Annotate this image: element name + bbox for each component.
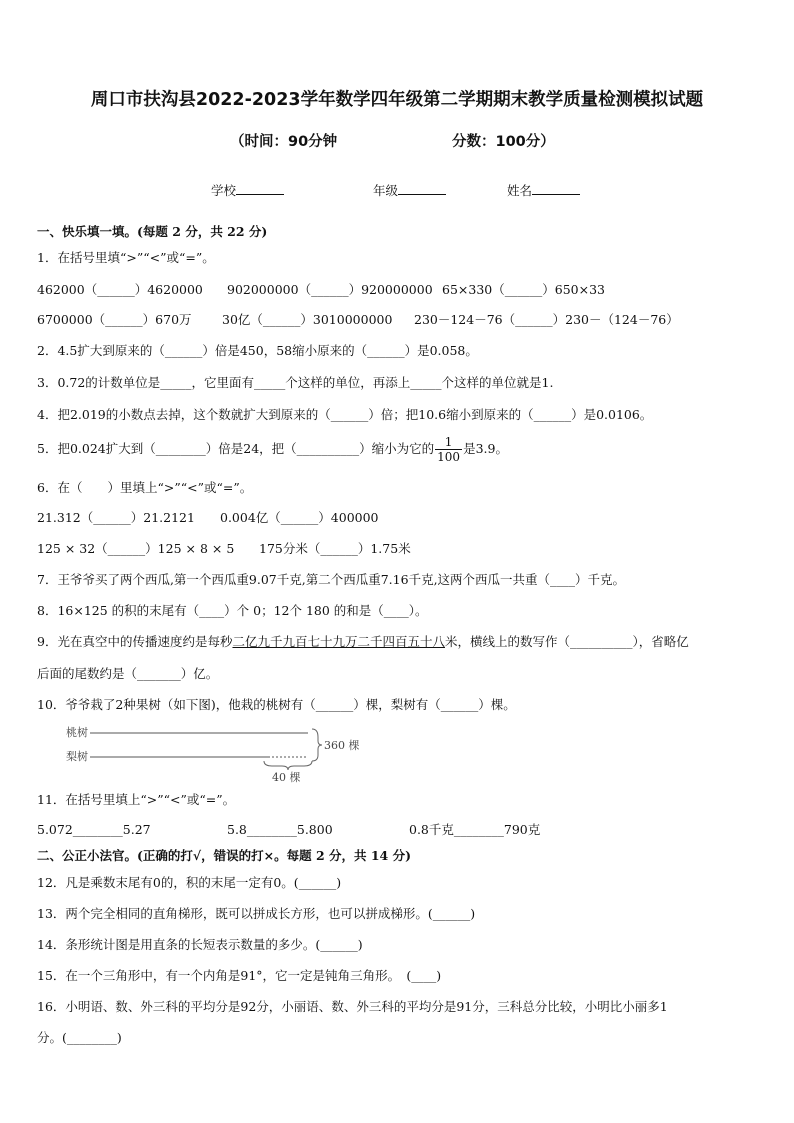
name-blank[interactable] <box>532 182 580 195</box>
q5-frac-den: 100 <box>437 450 461 464</box>
section2-heading: 二、公正小法官。(正确的打√，错误的打×。每题 2 分，共 14 分) <box>37 848 412 863</box>
q15-text: 15．在一个三角形中，有一个内角是91°，它一定是钝角三角形。 (____) <box>37 968 442 983</box>
q5-before: 5．把0.024扩大到（________）倍是24，把（__________）缩小为它的 <box>37 441 435 456</box>
name-label: 姓名 <box>507 183 533 198</box>
q11-item: 5.8________5.800 <box>227 822 333 837</box>
q5-text <box>37 434 508 464</box>
grade-label: 年级 <box>373 183 399 198</box>
name-field <box>507 181 580 199</box>
q1-item: 462000（______）4620000 <box>37 282 203 297</box>
section1-heading: 一、快乐填一填。(每题 2 分，共 22 分) <box>37 224 268 239</box>
q7-text: 7．王爷爷买了两个西瓜,第一个西瓜重9.07千克,第二个西瓜重7.16千克,这两个西瓜一共重（____）千克。 <box>37 572 626 587</box>
q12-text: 12．凡是乘数末尾有0的，积的末尾一定有0。(______) <box>37 875 342 890</box>
q6-item: 125 × 32（______）125 × 8 × 5 <box>37 541 235 556</box>
q5-fraction <box>435 435 462 464</box>
q2-text: 2．4.5扩大到原来的（______）倍是450，58缩小原来的（______）是0.058。 <box>37 343 478 358</box>
q1-item: 902000000（______）920000000 <box>227 282 433 297</box>
q14-text: 14．条形统计图是用直条的长短表示数量的多少。(______) <box>37 937 363 952</box>
grade-field <box>373 181 446 199</box>
exam-score: 分数：100分） <box>452 134 555 150</box>
diff-label: 40 棵 <box>272 771 301 783</box>
diff-brace <box>264 761 312 770</box>
school-blank[interactable] <box>236 182 284 195</box>
q9-after: 米，横线上的数写作（__________），省略亿 <box>444 634 689 649</box>
q9-text <box>37 634 689 650</box>
q10-text: 10．爷爷栽了2种果树（如下图)，他栽的桃树有（______）棵，梨树有（______）棵。 <box>37 697 516 712</box>
q6-text: 6．在（ ）里填上“>”“<”或“=”。 <box>37 480 253 495</box>
school-field <box>211 181 284 199</box>
q9-before: 9．光在真空中的传播速度约是每秒 <box>37 634 233 649</box>
q6-item: 0.004亿（______）400000 <box>220 510 379 525</box>
q6-item: 21.312（______）21.2121 <box>37 510 195 525</box>
q13-text: 13．两个完全相同的直角梯形，既可以拼成长方形，也可以拼成梯形。(______) <box>37 906 476 921</box>
q11-item: 5.072________5.27 <box>37 822 151 837</box>
total-label: 360 棵 <box>324 739 360 752</box>
exam-time: （时间：90分钟 <box>230 134 338 150</box>
q8-text: 8．16×125 的积的末尾有（____）个 0；12个 180 的和是（____）。 <box>37 603 428 618</box>
pear-label: 梨树 <box>66 750 88 763</box>
q10-segment-diagram <box>60 723 380 783</box>
q3-text: 3．0.72的计数单位是_____，它里面有_____个这样的单位，再添上_____个这样的单位就是1. <box>37 375 554 390</box>
q9-line2: 后面的尾数约是（_______）亿。 <box>37 666 219 681</box>
q1-item: 6700000（______）670万 <box>37 312 192 327</box>
exam-title: 周口市扶沟县2022-2023学年数学四年级第二学期期末教学质量检测模拟试题 <box>90 90 704 110</box>
q6-item: 175分米（______）1.75米 <box>259 541 411 556</box>
q9-underlined: 二亿九千九百七十九万二千四百五十八 <box>232 634 445 649</box>
school-label: 学校 <box>211 183 237 198</box>
q4-text: 4．把2.019的小数点去掉，这个数就扩大到原来的（______）倍；把10.6缩小到原来的（______）是0.0106。 <box>37 407 653 422</box>
q1-item: 65×330（______）650×33 <box>442 282 605 297</box>
segment-diagram-svg <box>60 723 380 783</box>
q11-text: 11．在括号里填上“>”“<”或“=”。 <box>37 792 236 807</box>
q1-text: 1．在括号里填“>”“<”或“=”。 <box>37 250 215 265</box>
q5-frac-num: 1 <box>435 435 462 450</box>
peach-label: 桃树 <box>66 726 88 739</box>
grade-blank[interactable] <box>398 182 446 195</box>
q11-item: 0.8千克________790克 <box>409 822 541 837</box>
q5-after: 是3.9。 <box>463 441 508 456</box>
total-brace <box>312 729 322 761</box>
q16-line2: 分。(________) <box>37 1030 122 1045</box>
q1-item: 230－124－76（______）230－（124－76） <box>414 312 679 327</box>
q16-line1: 16．小明语、数、外三科的平均分是92分，小丽语、数、外三科的平均分是91分，三科总分比较，小明比小丽多1 <box>37 999 668 1014</box>
q1-item: 30亿（______）3010000000 <box>222 312 393 327</box>
